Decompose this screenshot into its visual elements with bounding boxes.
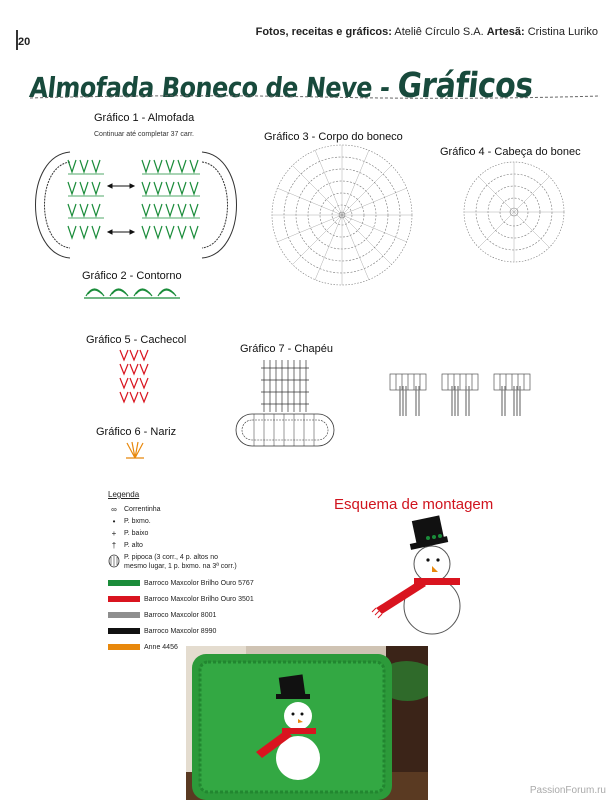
legend-yarn-label: Barroco Maxcolor Brilho Ouro 5767 <box>144 579 254 587</box>
chart-6-nose-diagram <box>124 440 146 460</box>
legend-text-slip-stitch: P. bxmo. <box>124 517 151 525</box>
legend-text-popcorn-2: mesmo lugar, 1 p. bxmo. na 3ª corr.) <box>124 563 237 570</box>
legend-yarn-label: Barroco Maxcolor 8990 <box>144 627 217 635</box>
legend-yarn-label: Barroco Maxcolor 8001 <box>144 611 217 619</box>
chart-6-title: Gráfico 6 - Nariz <box>96 426 177 438</box>
pillow-photo <box>186 646 428 800</box>
single-crochet-icon: + <box>111 528 117 538</box>
page-number: 20 <box>18 36 31 48</box>
yarn-swatch <box>108 612 140 618</box>
legend-yarn-label: Anne 4456 <box>144 643 178 651</box>
legend-text-popcorn-1: P. pipoca (3 corr., 4 p. altos no <box>124 554 219 561</box>
legend-yarn-row <box>108 575 328 591</box>
credits-value-photos: Ateliê Círculo S.A. <box>394 26 484 38</box>
chart-4-head-diagram <box>462 160 566 266</box>
legend-yarn-row <box>108 607 328 623</box>
legend-item-popcorn <box>108 551 328 573</box>
chart-2-border-diagram <box>84 284 184 302</box>
chart-1-note: Continuar até completar 37 carr. <box>94 131 194 138</box>
chart-3-body-diagram <box>266 143 418 293</box>
chart-7-title: Gráfico 7 - Chapéu <box>240 343 333 355</box>
legend-item-chain <box>108 503 328 515</box>
legend-item-slip-stitch <box>108 515 328 527</box>
chart-3-title: Gráfico 3 - Corpo do boneco <box>264 131 403 143</box>
chain-icon: ∞ <box>111 504 117 514</box>
chart-5-title: Gráfico 5 - Cachecol <box>86 334 187 346</box>
chart-7-hat-diagram <box>234 356 338 454</box>
page-title-main: Almofada Boneco de Neve - <box>28 71 392 104</box>
legend-text-chain: Correntinha <box>124 505 161 513</box>
chart-2-title: Gráfico 2 - Contorno <box>82 270 182 282</box>
legend-title: Legenda <box>108 490 140 499</box>
legend <box>108 490 328 655</box>
watermark: PassionForum.ru <box>529 785 606 796</box>
chart-1-title: Gráfico 1 - Almofada <box>94 112 195 124</box>
slip-stitch-icon: • <box>112 516 116 526</box>
fringe-diagram <box>388 372 532 420</box>
legend-yarn-row <box>108 623 328 639</box>
legend-text-single-crochet: P. baixo <box>124 529 149 537</box>
legend-yarn-row <box>108 591 328 607</box>
page-title-accent: Gráficos <box>395 66 535 107</box>
legend-text-double-crochet: P. alto <box>124 541 143 549</box>
yarn-swatch <box>108 596 140 602</box>
yarn-swatch <box>108 628 140 634</box>
assembly-title: Esquema de montagem <box>334 496 494 513</box>
legend-yarn-label: Barroco Maxcolor Brilho Ouro 3501 <box>144 595 254 603</box>
chart-4-title: Gráfico 4 - Cabeça do bonec <box>440 146 581 158</box>
popcorn-stitch-icon <box>108 554 120 570</box>
snowman-assembly-illustration <box>370 514 480 636</box>
double-crochet-icon: † <box>111 540 117 550</box>
chart-1-pillow-diagram <box>34 146 244 264</box>
legend-item-single-crochet <box>108 527 328 539</box>
credits-value-artisan: Cristina Luriko <box>527 26 598 38</box>
title-underline <box>30 92 600 106</box>
yarn-swatch <box>108 644 140 650</box>
credits-line <box>256 26 598 38</box>
yarn-swatch <box>108 580 140 586</box>
credits-label-photos: Fotos, receitas e gráficos: <box>255 26 392 38</box>
legend-item-double-crochet <box>108 539 328 551</box>
chart-5-scarf-diagram <box>118 348 158 410</box>
credits-label-artisan: Artesã: <box>486 26 525 38</box>
